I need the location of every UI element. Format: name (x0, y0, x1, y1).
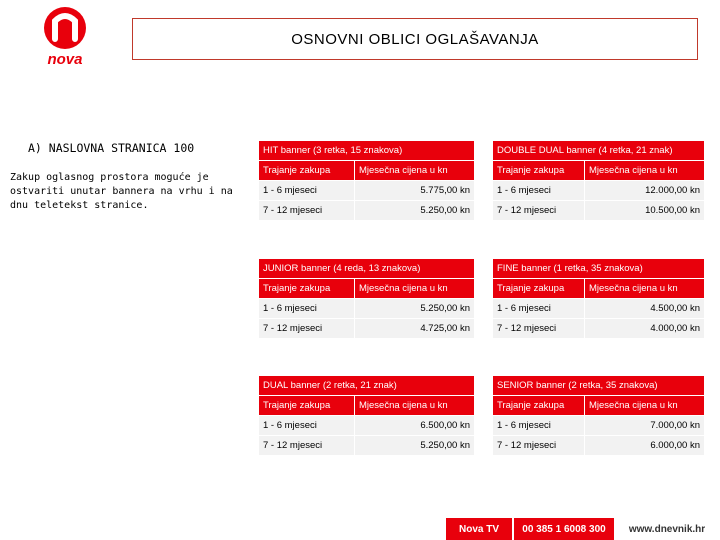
footer-website-link[interactable]: www.dnevnik.hr (614, 518, 720, 540)
col-header-duration: Trajanje zakupa (259, 396, 355, 416)
page-title: OSNOVNI OBLICI OGLAŠAVANJA (291, 30, 539, 48)
col-header-duration: Trajanje zakupa (259, 279, 355, 299)
price-cell: 6.500,00 kn (355, 416, 475, 436)
col-header-duration: Trajanje zakupa (493, 161, 585, 181)
period-cell: 1 - 6 mjeseci (259, 299, 355, 319)
col-header-price: Mjesečna cijena u kn (355, 161, 475, 181)
price-cell: 12.000,00 kn (585, 181, 705, 201)
price-cell: 4.000,00 kn (585, 319, 705, 339)
period-cell: 1 - 6 mjeseci (493, 181, 585, 201)
period-cell: 1 - 6 mjeseci (493, 416, 585, 436)
col-header-price: Mjesečna cijena u kn (355, 396, 475, 416)
col-header-duration: Trajanje zakupa (493, 396, 585, 416)
period-cell: 1 - 6 mjeseci (259, 181, 355, 201)
table-title: DOUBLE DUAL banner (4 retka, 21 znak) (493, 141, 705, 161)
table-title: JUNIOR banner (4 reda, 13 znakova) (259, 259, 475, 279)
price-cell: 5.250,00 kn (355, 299, 475, 319)
table-row (259, 416, 475, 436)
price-cell: 4.500,00 kn (585, 299, 705, 319)
table-row (493, 299, 705, 319)
table-row (259, 299, 475, 319)
table-row (493, 319, 705, 339)
period-cell: 1 - 6 mjeseci (493, 299, 585, 319)
table-row (493, 416, 705, 436)
period-cell: 7 - 12 mjeseci (259, 319, 355, 339)
price-cell: 5.775,00 kn (355, 181, 475, 201)
price-cell: 7.000,00 kn (585, 416, 705, 436)
table-title: FINE banner (1 retka, 35 znakova) (493, 259, 705, 279)
senior-banner-table (492, 375, 705, 456)
table-row (259, 201, 475, 221)
table-row (493, 201, 705, 221)
period-cell: 7 - 12 mjeseci (493, 436, 585, 456)
footer-bar (446, 518, 720, 540)
table-row (493, 436, 705, 456)
section-description: Zakup oglasnog prostora moguće je ostvariti unutar bannera na vrhu i na dnu teletekst stranice. (10, 172, 233, 211)
col-header-price: Mjesečna cijena u kn (585, 396, 705, 416)
col-header-price: Mjesečna cijena u kn (585, 161, 705, 181)
table-row (259, 319, 475, 339)
double-dual-banner-table (492, 140, 705, 221)
col-header-duration: Trajanje zakupa (493, 279, 585, 299)
footer-phone: 00 385 1 6008 300 (514, 518, 614, 540)
table-row (493, 181, 705, 201)
table-row (259, 181, 475, 201)
period-cell: 7 - 12 mjeseci (493, 319, 585, 339)
col-header-price: Mjesečna cijena u kn (585, 279, 705, 299)
price-cell: 6.000,00 kn (585, 436, 705, 456)
price-cell: 5.250,00 kn (355, 436, 475, 456)
junior-banner-table (258, 258, 475, 339)
price-cell: 5.250,00 kn (355, 201, 475, 221)
fine-banner-table (492, 258, 705, 339)
page-title-box (132, 18, 698, 60)
nova-logo (22, 4, 108, 66)
period-cell: 7 - 12 mjeseci (493, 201, 585, 221)
table-title: HIT banner (3 retka, 15 znakova) (259, 141, 475, 161)
col-header-price: Mjesečna cijena u kn (355, 279, 475, 299)
logo-wordmark: nova (47, 51, 83, 66)
dual-banner-table (258, 375, 475, 456)
section-heading: A) NASLOVNA STRANICA 100 (28, 141, 195, 155)
period-cell: 7 - 12 mjeseci (259, 436, 355, 456)
table-title: DUAL banner (2 retka, 21 znak) (259, 376, 475, 396)
price-cell: 10.500,00 kn (585, 201, 705, 221)
table-title: SENIOR banner (2 retka, 35 znakova) (493, 376, 705, 396)
period-cell: 1 - 6 mjeseci (259, 416, 355, 436)
table-row (259, 436, 475, 456)
footer-brand: Nova TV (446, 518, 512, 540)
col-header-duration: Trajanje zakupa (259, 161, 355, 181)
period-cell: 7 - 12 mjeseci (259, 201, 355, 221)
price-cell: 4.725,00 kn (355, 319, 475, 339)
hit-banner-table (258, 140, 475, 221)
